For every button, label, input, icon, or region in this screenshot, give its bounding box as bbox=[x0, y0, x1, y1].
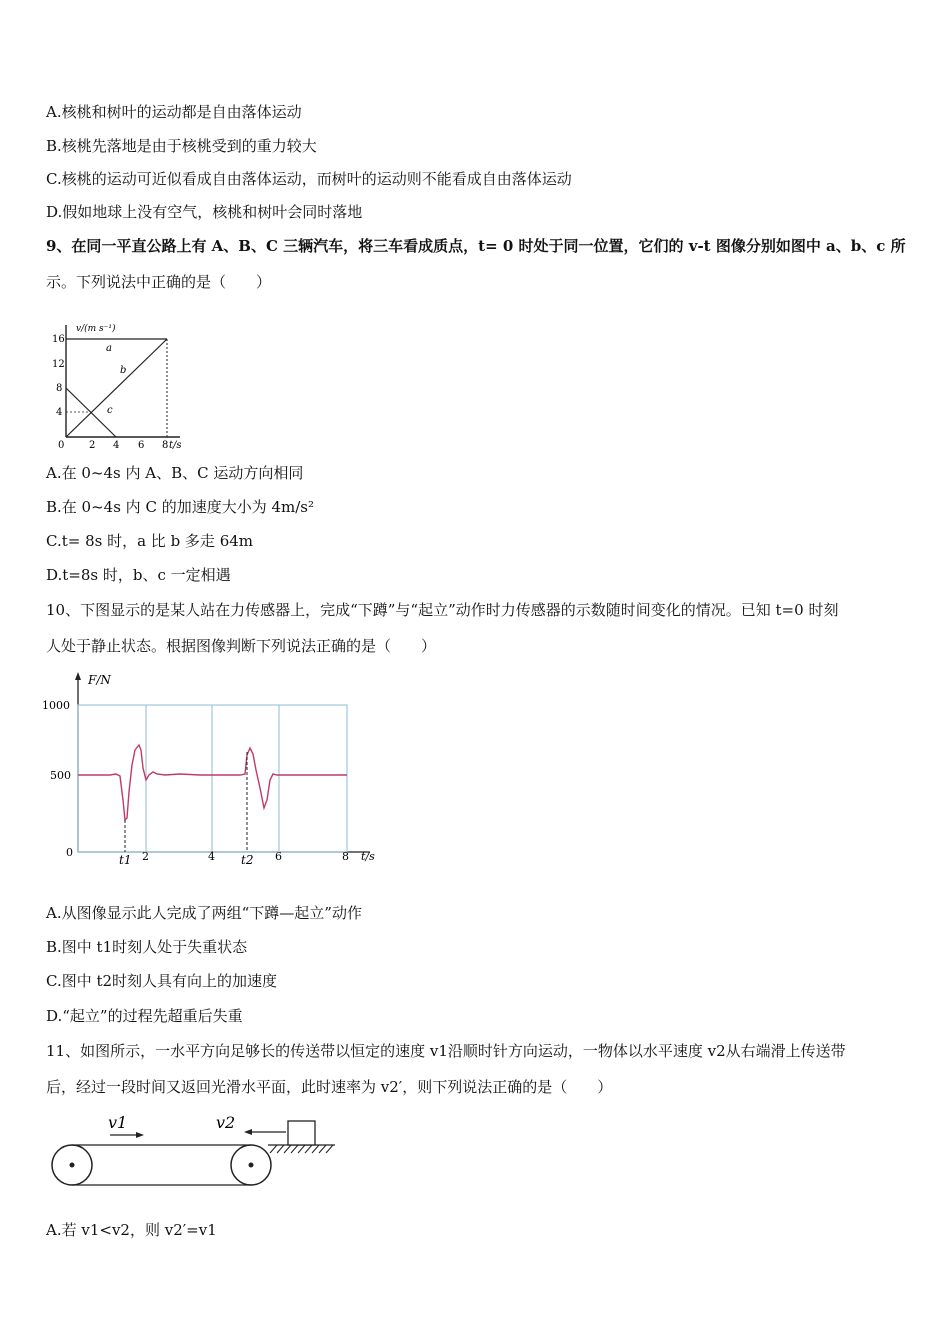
q9-xtick-2: 2 bbox=[89, 440, 96, 451]
q9-ytick-0: 0 bbox=[58, 440, 65, 451]
q9-stem-line1: 9、在同一平直公路上有 A、B、C 三辆汽车，将三车看成质点，t= 0 时处于同一位置，它们的 v-t 图像分别如图中 a、b、c 所 bbox=[46, 237, 906, 255]
q10-xlabel: t/s bbox=[361, 850, 375, 863]
q9-xtick-4: 4 bbox=[113, 440, 120, 451]
q10-stem-line2: 人处于静止状态。根据图像判断下列说法正确的是（ ） bbox=[46, 637, 437, 655]
q11-conveyor-diagram bbox=[48, 1108, 343, 1193]
q11-label-v2: v2 bbox=[216, 1113, 236, 1132]
q8-option-d: D.假如地球上没有空气，核桃和树叶会同时落地 bbox=[46, 203, 363, 221]
q9-option-c: C.t= 8s 时，a 比 b 多走 64m bbox=[46, 532, 254, 550]
q10-option-c: C.图中 t2时刻人具有向上的加速度 bbox=[46, 972, 278, 990]
q11-stem-line2: 后，经过一段时间又返回光滑水平面，此时速率为 v2′，则下列说法正确的是（ ） bbox=[46, 1078, 613, 1096]
q10-option-d: D.“起立”的过程先超重后失重 bbox=[46, 1007, 243, 1025]
q10-ytick-1000: 1000 bbox=[42, 699, 70, 712]
q9-xtick-6: 6 bbox=[138, 440, 145, 451]
q9-label-b: b bbox=[120, 365, 127, 376]
q9-stem-line2: 示。下列说法中正确的是（ ） bbox=[46, 273, 272, 291]
q10-mark-t1: t1 bbox=[119, 853, 132, 867]
q9-option-b: B.在 0~4s 内 C 的加速度大小为 4m/s² bbox=[46, 498, 314, 516]
q9-xlabel: t/s bbox=[169, 440, 182, 451]
q11-stem-line1: 11、如图所示，一水平方向足够长的传送带以恒定的速度 v1沿顺时针方向运动，一物体以水平速度 v2从右端滑上传送带 bbox=[46, 1042, 846, 1060]
q10-xtick-6: 6 bbox=[275, 850, 282, 863]
q10-ylabel: F/N bbox=[88, 673, 111, 687]
q11-label-v1: v1 bbox=[108, 1113, 128, 1132]
q9-label-c: c bbox=[107, 405, 113, 416]
q9-label-a: a bbox=[106, 343, 112, 354]
q9-ytick-12: 12 bbox=[52, 359, 65, 370]
q8-option-c: C.核桃的运动可近似看成自由落体运动，而树叶的运动则不能看成自由落体运动 bbox=[46, 170, 572, 188]
q9-line-b bbox=[66, 339, 167, 437]
q9-option-a: A.在 0~4s 内 A、B、C 运动方向相同 bbox=[46, 464, 304, 482]
q9-xtick-8: 8 bbox=[162, 440, 169, 451]
q9-ylabel: v/(m s⁻¹) bbox=[76, 324, 116, 334]
block bbox=[288, 1121, 315, 1145]
q10-stem-line1: 10、下图显示的是某人站在力传感器上，完成“下蹲”与“起立”动作时力传感器的示数随时间变化的情况。已知 t=0 时刻 bbox=[46, 601, 839, 619]
q9-option-d: D.t=8s 时，b、c 一定相遇 bbox=[46, 566, 231, 584]
q10-mark-t2: t2 bbox=[241, 853, 254, 867]
q8-option-a: A.核桃和树叶的运动都是自由落体运动 bbox=[46, 103, 302, 121]
q10-ytick-0: 0 bbox=[66, 846, 73, 859]
q11-option-a: A.若 v1<v2，则 v2′=v1 bbox=[46, 1221, 217, 1239]
q10-ytick-500: 500 bbox=[50, 769, 71, 782]
q10-xtick-8: 8 bbox=[342, 850, 349, 863]
q10-option-a: A.从图像显示此人完成了两组“下蹲—起立”动作 bbox=[46, 904, 362, 922]
q9-ytick-4: 4 bbox=[56, 407, 63, 418]
q8-option-b: B.核桃先落地是由于核桃受到的重力较大 bbox=[46, 137, 317, 155]
q9-ytick-16: 16 bbox=[52, 334, 65, 345]
q9-vt-graph bbox=[50, 315, 200, 455]
q10-xtick-4: 4 bbox=[208, 850, 215, 863]
q9-ytick-8: 8 bbox=[56, 383, 63, 394]
q10-option-b: B.图中 t1时刻人处于失重状态 bbox=[46, 938, 248, 956]
q10-xtick-2: 2 bbox=[142, 850, 149, 863]
q10-force-graph bbox=[40, 670, 385, 870]
